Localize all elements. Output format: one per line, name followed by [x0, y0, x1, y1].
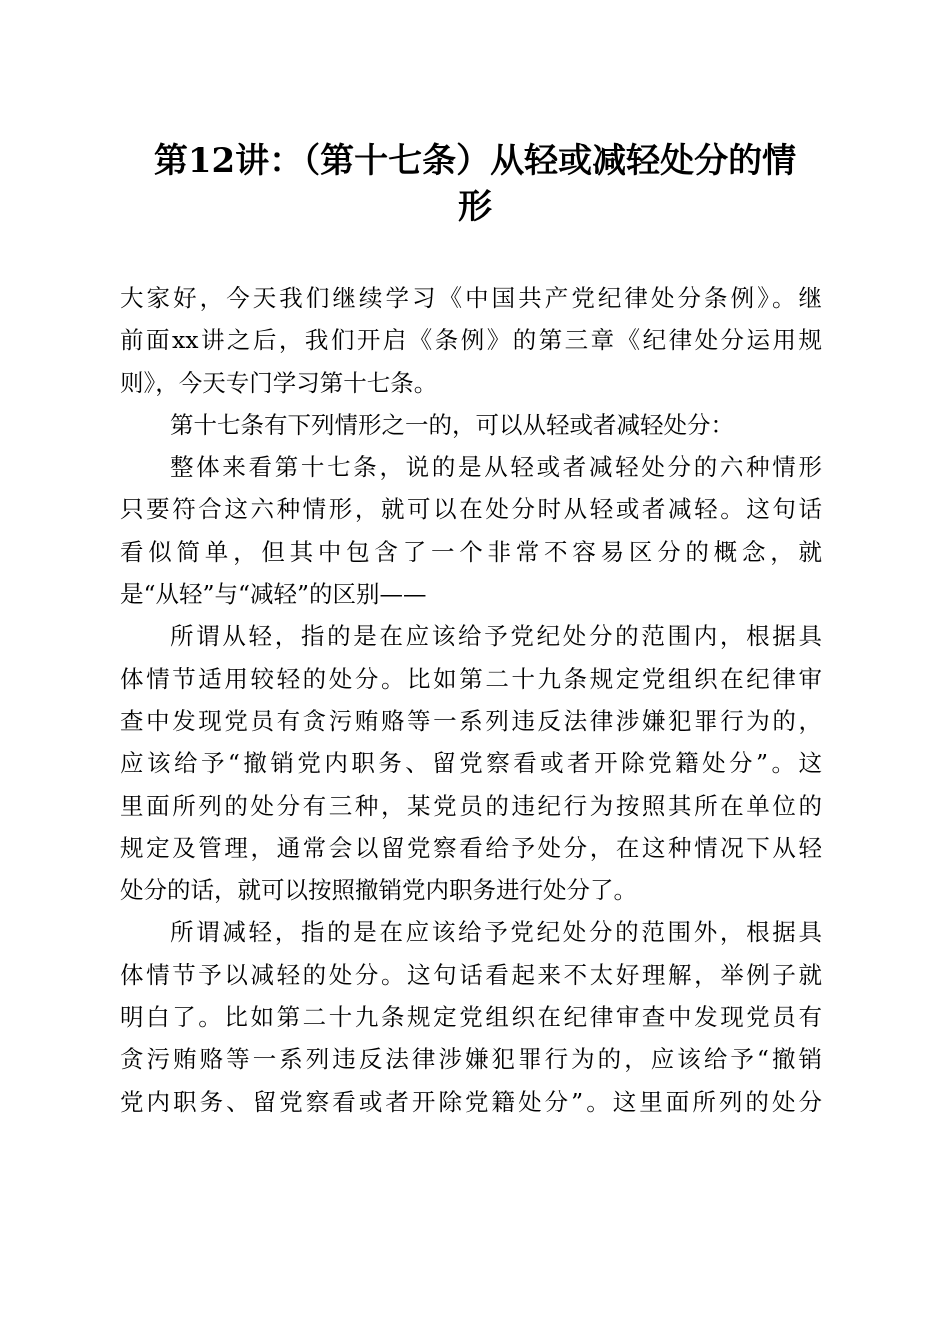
text-line: 所谓减轻，指的是在应该给予党纪处分的范围外，根据具 — [170, 918, 822, 947]
paragraph — [120, 615, 822, 911]
text-line: 所谓从轻，指的是在应该给予党纪处分的范围内，根据具 — [170, 622, 822, 651]
paragraph — [120, 404, 822, 446]
document-title — [110, 138, 840, 230]
text-line: 前面xx讲之后，我们开启《条例》的第三章《纪律处分运用规 — [120, 326, 822, 355]
text-line: 查中发现党员有贪污贿赂等一系列违反法律涉嫌犯罪行为的， — [120, 706, 822, 735]
text-line: 大家好，今天我们继续学习《中国共产党纪律处分条例》。继 — [120, 284, 822, 312]
text-line: 第十七条有下列情形之一的，可以从轻或者减轻处分： — [170, 410, 734, 439]
text-line: 体情节适用较轻的处分。比如第二十九条规定党组织在纪律审 — [120, 664, 822, 693]
text-line: 则》，今天专门学习第十七条。 — [120, 368, 438, 397]
text-line: 处分的话，就可以按照撤销党内职务进行处分了。 — [120, 876, 637, 905]
document-body — [120, 277, 822, 1123]
paragraph — [120, 911, 822, 1122]
text-line: 规定及管理，通常会以留党察看给予处分，在这种情况下从轻 — [120, 833, 822, 862]
text-line: 党内职务、留党察看或者开除党籍处分”。这里面所列的处分 — [120, 1087, 822, 1116]
paragraph — [120, 446, 822, 615]
text-line: 整体来看第十七条，说的是从轻或者减轻处分的六种情形 — [170, 453, 822, 482]
text-line: 看似简单，但其中包含了一个非常不容易区分的概念，就 — [120, 537, 822, 566]
text-line: 明白了。比如第二十九条规定党组织在纪律审查中发现党员有 — [120, 1003, 822, 1032]
text-line: 贪污贿赂等一系列违反法律涉嫌犯罪行为的，应该给予“撤销 — [120, 1045, 822, 1074]
text-line: 里面所列的处分有三种，某党员的违纪行为按照其所在单位的 — [120, 791, 822, 820]
title-line: 形 — [458, 187, 492, 227]
text-line: 体情节予以减轻的处分。这句话看起来不太好理解，举例子就 — [120, 960, 822, 989]
title-line: 第12讲：（第十七条）从轻或减轻处分的情 — [153, 141, 797, 181]
text-line: 是“从轻”与“减轻”的区别—— — [120, 580, 427, 609]
text-line: 应该给予“撤销党内职务、留党察看或者开除党籍处分”。这 — [120, 749, 822, 778]
paragraph — [120, 277, 822, 404]
text-line: 只要符合这六种情形，就可以在处分时从轻或者减轻。这句话 — [120, 495, 822, 524]
